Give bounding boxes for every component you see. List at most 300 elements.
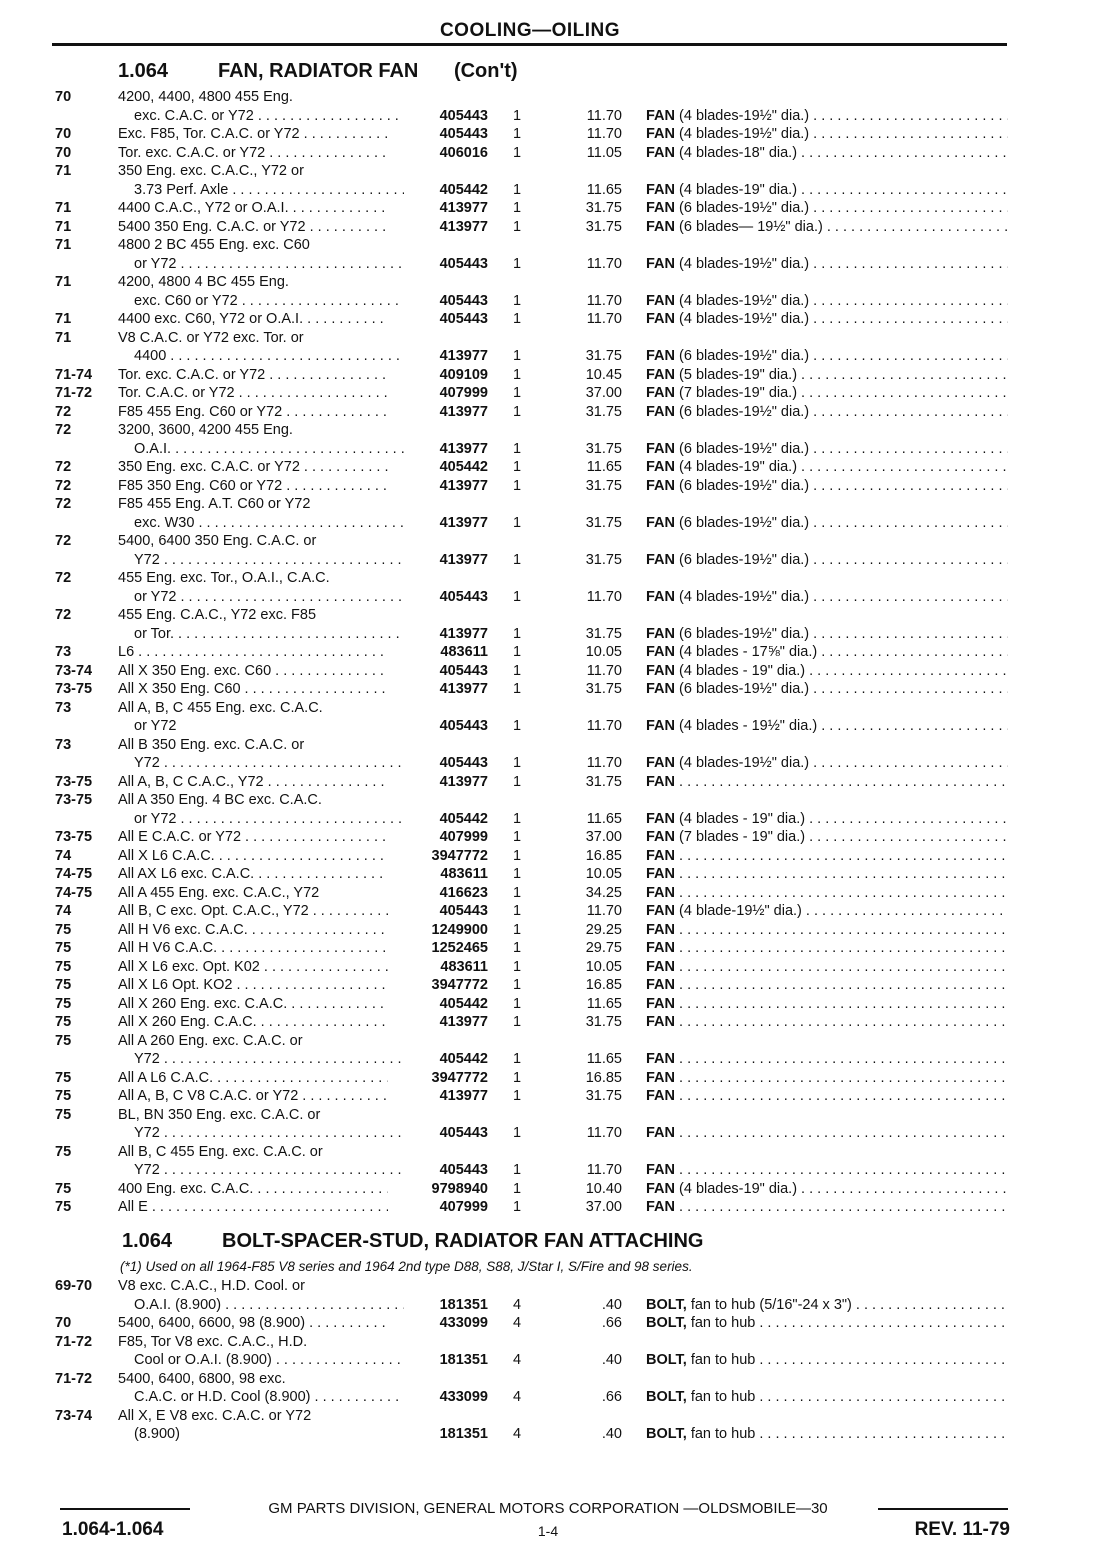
part-name-cell (646, 1124, 1008, 1143)
quantity: 1 (512, 181, 522, 198)
part-name-cell (646, 1296, 1008, 1315)
price: 31.75 (585, 1088, 622, 1104)
application-description: V8 exc. C.A.C., H.D. Cool. or (118, 1278, 305, 1294)
part-name-cell (646, 551, 1008, 570)
quantity: 1 (512, 200, 522, 216)
application-description: Tor. C.A.C. or Y72 . . . (118, 384, 388, 403)
table-row (0, 1351, 1096, 1370)
part-number: 405443 (439, 292, 488, 309)
table-row (0, 292, 1096, 311)
part-detail: (4 blades-19" dia.) . . . (679, 182, 1008, 198)
application-description: Y72 . . . (134, 551, 404, 570)
application-description: or Y72 (134, 718, 177, 734)
part-name-cell (646, 810, 1008, 829)
part-name: FAN (646, 940, 675, 956)
table-row (0, 921, 1096, 940)
model-year: 69-70 (55, 1278, 93, 1294)
application-description: All B, C exc. Opt. C.A.C., Y72 . . . (118, 902, 388, 921)
part-name: FAN (646, 1051, 675, 1067)
table-row (0, 884, 1096, 903)
table-row (0, 440, 1096, 459)
model-year: 71 (55, 200, 72, 216)
part-number: 433099 (439, 1315, 488, 1331)
part-number: 181351 (439, 1426, 488, 1442)
application-description: or Y72 . . . (134, 810, 404, 829)
table-row (0, 107, 1096, 126)
part-name-cell (646, 1351, 1008, 1370)
part-name-cell (646, 828, 1008, 847)
part-name-cell (646, 995, 1008, 1014)
model-year: 75 (55, 1106, 72, 1123)
model-year: 72 (55, 570, 72, 586)
application-description: L6 . . . (118, 643, 388, 662)
part-number: 405443 (439, 311, 488, 327)
application-description: Cool or O.A.I. (8.900) . . . (134, 1351, 404, 1370)
application-description: F85 350 Eng. C60 or Y72 . . . (118, 477, 388, 496)
quantity: 1 (512, 718, 522, 734)
price: 37.00 (585, 385, 622, 401)
model-year: 75 (55, 977, 72, 993)
application-description: 5400 350 Eng. C.A.C. or Y72 . . . (118, 218, 388, 237)
model-year: 71 (55, 163, 72, 179)
part-name: FAN (646, 662, 675, 679)
price: 29.75 (585, 940, 622, 956)
application-description: V8 C.A.C. or Y72 exc. Tor. or (118, 329, 304, 346)
application-description: Exc. F85, Tor. C.A.C. or Y72 . . . (118, 125, 388, 144)
table-row (0, 995, 1096, 1014)
part-detail (679, 1014, 1008, 1030)
price: 11.65 (586, 810, 622, 827)
quantity: 1 (512, 385, 522, 401)
price: 37.00 (585, 1199, 622, 1215)
table-row (0, 329, 1096, 348)
section-name: FAN, RADIATOR FAN (218, 60, 419, 82)
part-number: 413977 (439, 773, 488, 790)
price: 11.70 (586, 662, 622, 679)
part-name: FAN (646, 348, 675, 364)
part-name-cell (646, 310, 1008, 329)
footer-group-range: 1.064-1.064 (62, 1519, 164, 1540)
part-number: 483611 (440, 958, 488, 975)
quantity: 1 (512, 847, 522, 864)
model-year: 75 (55, 1180, 72, 1197)
part-detail: (7 blades - 19" dia.) . . . (679, 829, 1008, 845)
part-number: 413977 (439, 625, 488, 642)
part-number: 405442 (439, 181, 488, 198)
quantity: 1 (512, 921, 522, 938)
part-name-cell (646, 1087, 1008, 1106)
part-number: 405443 (439, 718, 488, 734)
price: 10.05 (585, 644, 622, 660)
part-detail: (4 blades-19½" dia.) . . . (679, 293, 1008, 309)
quantity: 1 (512, 311, 522, 327)
part-detail: (6 blades— 19½" dia.) . . . (679, 219, 1008, 235)
part-detail: (4 blades-19½" dia.) . . . (679, 256, 1008, 272)
part-detail: (4 blades - 19½" dia.) . . . (679, 718, 1008, 734)
part-name: FAN (646, 995, 675, 1012)
table-row (0, 421, 1096, 440)
model-year: 70 (55, 126, 72, 142)
quantity: 1 (512, 440, 522, 457)
table-row (0, 828, 1096, 847)
part-number: 405443 (439, 255, 488, 272)
part-name-cell (646, 921, 1008, 940)
part-name: FAN (646, 311, 675, 327)
part-number: 413977 (439, 551, 488, 568)
price: 31.75 (585, 514, 622, 531)
part-name: FAN (646, 773, 675, 790)
quantity: 1 (512, 459, 522, 475)
table-row (0, 588, 1096, 607)
model-year: 71 (55, 274, 72, 290)
model-year: 72 (55, 496, 72, 512)
application-description: exc. C60 or Y72 . . . (134, 292, 404, 311)
part-number: 416623 (439, 884, 488, 901)
part-number: 405443 (439, 1162, 488, 1178)
model-year: 75 (55, 995, 72, 1012)
part-name-cell (646, 440, 1008, 459)
price: 31.75 (585, 440, 622, 457)
part-detail: (4 blades-19½" dia.) . . . (679, 108, 1008, 124)
part-name: FAN (646, 958, 675, 975)
section-name: BOLT-SPACER-STUD, RADIATOR FAN ATTACHING (222, 1230, 704, 1252)
price: 11.70 (586, 903, 622, 919)
application-description: O.A.I. (8.900) . . . (134, 1296, 404, 1315)
part-name-cell (646, 366, 1008, 385)
price: 31.75 (585, 625, 622, 642)
table-row (0, 236, 1096, 255)
price: 31.75 (585, 681, 622, 697)
part-name: FAN (646, 1199, 675, 1215)
table-row (0, 1050, 1096, 1069)
table-row (0, 1013, 1096, 1032)
part-name: FAN (646, 644, 675, 660)
part-detail (679, 848, 1008, 864)
table-row (0, 1407, 1096, 1426)
part-detail: fan to hub . . . (691, 1352, 1008, 1368)
part-number: 405443 (439, 107, 488, 124)
price: 11.70 (586, 1125, 622, 1141)
footer-revision: REV. 11-79 (914, 1519, 1010, 1540)
model-year: 73-75 (55, 773, 93, 790)
part-name: FAN (646, 921, 675, 938)
part-name: FAN (646, 200, 675, 216)
part-number: 405443 (439, 126, 488, 142)
model-year: 73-75 (55, 792, 93, 808)
part-name-cell (646, 403, 1008, 422)
part-number: 413977 (439, 1088, 488, 1104)
part-name: FAN (646, 181, 675, 198)
price: 31.75 (585, 200, 622, 216)
price: 31.75 (585, 403, 622, 420)
table-row (0, 551, 1096, 570)
price: 11.70 (586, 718, 622, 734)
part-name-cell (646, 514, 1008, 533)
table-row (0, 495, 1096, 514)
application-description: 4400 exc. C60, Y72 or O.A.I. . . . (118, 310, 388, 329)
table-row (0, 810, 1096, 829)
part-detail: (4 blade-19½" dia.) . . . (679, 903, 1008, 919)
application-description: All X 350 Eng. C60 . . . (118, 680, 388, 699)
model-year: 72 (55, 533, 72, 549)
application-description: 4200, 4800 4 BC 455 Eng. (118, 274, 289, 290)
part-name-cell (646, 458, 1008, 477)
part-detail: (4 blades-19½" dia.) . . . (679, 311, 1008, 327)
model-year: 73-74 (55, 1407, 93, 1424)
part-number: 409109 (439, 366, 488, 383)
price: 16.85 (585, 977, 622, 993)
application-description: Y72 . . . (134, 1050, 404, 1069)
table-row (0, 1087, 1096, 1106)
table-row (0, 643, 1096, 662)
model-year: 71 (55, 329, 72, 346)
part-name: FAN (646, 385, 675, 401)
quantity: 1 (512, 755, 522, 771)
application-description: C.A.C. or H.D. Cool (8.900) . . . (134, 1388, 404, 1407)
quantity: 1 (512, 255, 522, 272)
model-year: 70 (55, 144, 72, 161)
application-description: exc. C.A.C. or Y72 . . . (134, 107, 404, 126)
model-year: 71-72 (55, 385, 93, 401)
model-year: 75 (55, 1199, 72, 1215)
part-detail: (4 blades - 19" dia.) . . . (679, 663, 1008, 679)
model-year: 73-75 (55, 681, 93, 697)
table-row (0, 1143, 1096, 1162)
part-name: FAN (646, 1125, 675, 1141)
application-description: 3.73 Perf. Axle . . . (134, 181, 404, 200)
part-name-cell (646, 477, 1008, 496)
application-description: F85 455 Eng. A.T. C60 or Y72 (118, 496, 311, 512)
quantity: 1 (512, 514, 522, 531)
part-name-cell (646, 255, 1008, 274)
table-row (0, 1425, 1096, 1444)
part-detail (679, 1199, 1008, 1215)
part-detail: fan to hub . . . (691, 1389, 1008, 1405)
price: 11.65 (586, 459, 622, 475)
application-description: All H V6 C.A.C. . . . (118, 939, 388, 958)
part-number: 405443 (439, 755, 488, 771)
model-year: 73 (55, 644, 72, 660)
price: 10.45 (585, 366, 622, 383)
part-name-cell (646, 680, 1008, 699)
part-name: FAN (646, 218, 675, 235)
part-detail (679, 977, 1008, 993)
part-number: 483611 (440, 866, 488, 882)
application-description: or Tor. . . . (134, 625, 404, 644)
quantity: 4 (512, 1315, 522, 1331)
table-row (0, 1296, 1096, 1315)
quantity: 1 (512, 144, 522, 161)
quantity: 1 (512, 1088, 522, 1104)
part-detail (679, 1088, 1008, 1104)
table-row (0, 310, 1096, 329)
quantity: 1 (512, 681, 522, 697)
part-detail (679, 940, 1008, 956)
application-description: 4800 2 BC 455 Eng. exc. C60 (118, 237, 310, 253)
price: 11.70 (586, 755, 622, 771)
part-detail (679, 959, 1008, 975)
price: 10.05 (585, 958, 622, 975)
quantity: 4 (512, 1389, 522, 1405)
footer-publisher: GM PARTS DIVISION, GENERAL MOTORS CORPORATION —OLDSMOBILE—30 (268, 1500, 828, 1517)
part-detail: (6 blades-19½" dia.) . . . (679, 200, 1008, 216)
quantity: 1 (512, 977, 522, 993)
table-row (0, 1388, 1096, 1407)
table-row (0, 144, 1096, 163)
model-year: 71-72 (55, 1370, 93, 1387)
quantity: 1 (512, 107, 522, 124)
price: .40 (601, 1426, 622, 1442)
part-name: FAN (646, 625, 675, 642)
model-year: 73 (55, 736, 72, 753)
quantity: 1 (512, 218, 522, 235)
part-number: 413977 (439, 514, 488, 531)
model-year: 75 (55, 1088, 72, 1104)
quantity: 1 (512, 1069, 522, 1086)
section-title-fan (118, 60, 518, 83)
part-name: FAN (646, 1162, 675, 1178)
part-number: 433099 (439, 1389, 488, 1405)
part-name-cell (646, 1314, 1008, 1333)
part-name: FAN (646, 866, 675, 882)
table-row (0, 1069, 1096, 1088)
part-detail: (6 blades-19½" dia.) . . . (679, 681, 1008, 697)
application-description: All X 350 Eng. exc. C60 . . . (118, 662, 388, 681)
part-name: FAN (646, 126, 675, 142)
table-row (0, 366, 1096, 385)
table-row (0, 606, 1096, 625)
part-detail: fan to hub (5/16"-24 x 3") . . . (691, 1297, 1008, 1313)
price: 31.75 (585, 218, 622, 235)
part-name-cell (646, 1161, 1008, 1180)
table-row (0, 865, 1096, 884)
part-detail (679, 885, 1008, 901)
part-name-cell (646, 292, 1008, 311)
quantity: 4 (512, 1296, 522, 1313)
part-name-cell (646, 199, 1008, 218)
section-number: 1.064 (122, 1230, 173, 1252)
part-name-cell (646, 384, 1008, 403)
quantity: 1 (512, 810, 522, 827)
model-year: 75 (55, 1032, 72, 1049)
model-year: 71 (55, 218, 72, 235)
part-number: 1252465 (431, 940, 488, 956)
application-description: BL, BN 350 Eng. exc. C.A.C. or (118, 1106, 321, 1123)
part-detail (679, 1125, 1008, 1141)
part-number: 413977 (439, 477, 488, 494)
part-name: FAN (646, 292, 675, 309)
quantity: 1 (512, 958, 522, 975)
quantity: 1 (512, 477, 522, 494)
model-year: 74-75 (55, 866, 93, 882)
table-row (0, 1161, 1096, 1180)
table-row (0, 199, 1096, 218)
part-number: 405442 (439, 459, 488, 475)
table-row (0, 532, 1096, 551)
table-row (0, 477, 1096, 496)
fan-parts-list (0, 88, 1096, 1217)
part-number: 3947772 (431, 847, 488, 864)
quantity: 4 (512, 1426, 522, 1442)
model-year: 71 (55, 311, 72, 327)
application-description: 455 Eng. C.A.C., Y72 exc. F85 (118, 607, 317, 623)
part-name: FAN (646, 588, 675, 605)
application-description: 5400, 6400, 6800, 98 exc. (118, 1370, 286, 1387)
part-name: FAN (646, 459, 675, 475)
application-description: All X L6 Opt. KO2 . . . (118, 976, 388, 995)
part-name: FAN (646, 255, 675, 272)
table-row (0, 699, 1096, 718)
quantity: 1 (512, 366, 522, 383)
part-number: 405443 (439, 662, 488, 679)
part-name: FAN (646, 366, 675, 383)
part-name: FAN (646, 477, 675, 494)
table-row (0, 625, 1096, 644)
table-row (0, 680, 1096, 699)
part-detail (679, 1162, 1008, 1178)
part-detail: (6 blades-19½" dia.) . . . (679, 552, 1008, 568)
part-number: 413977 (439, 1014, 488, 1030)
price: 16.85 (585, 847, 622, 864)
model-year: 74 (55, 847, 72, 864)
price: 11.65 (586, 1051, 622, 1067)
table-row (0, 773, 1096, 792)
model-year: 71-72 (55, 1333, 93, 1350)
part-number: 3947772 (431, 1069, 488, 1086)
application-description: 350 Eng. exc. C.A.C., Y72 or (118, 163, 304, 179)
part-number: 406016 (439, 144, 488, 161)
price: 11.70 (586, 311, 622, 327)
price: 31.75 (585, 1014, 622, 1030)
application-description: All A 455 Eng. exc. C.A.C., Y72 (118, 884, 320, 901)
part-name-cell (646, 902, 1008, 921)
quantity: 1 (512, 866, 522, 882)
model-year: 72 (55, 459, 72, 475)
part-name: FAN (646, 403, 675, 420)
part-name-cell (646, 144, 1008, 163)
part-detail: (4 blades-19½" dia.) . . . (679, 589, 1008, 605)
quantity: 1 (512, 588, 522, 605)
application-description: All X L6 C.A.C. . . . (118, 847, 388, 866)
part-number: 1249900 (431, 921, 488, 938)
part-name: FAN (646, 514, 675, 531)
application-description: All B, C 455 Eng. exc. C.A.C. or (118, 1143, 323, 1160)
part-detail (679, 1051, 1008, 1067)
section-suffix: (Con't) (453, 60, 518, 82)
part-name-cell (646, 1198, 1008, 1217)
table-row (0, 736, 1096, 755)
table-row (0, 255, 1096, 274)
part-number: 407999 (439, 829, 488, 845)
table-row (0, 902, 1096, 921)
application-description: or Y72 . . . (134, 255, 404, 274)
model-year: 71-74 (55, 366, 93, 383)
quantity: 1 (512, 1014, 522, 1030)
model-year: 73-75 (55, 829, 93, 845)
quantity: 1 (512, 126, 522, 142)
table-row (0, 1106, 1096, 1125)
part-detail: (5 blades-19" dia.) . . . (679, 367, 1008, 383)
part-detail (679, 1070, 1008, 1086)
part-number: 413977 (439, 348, 488, 364)
part-number: 3947772 (431, 977, 488, 993)
application-description: All X 260 Eng. exc. C.A.C. . . . (118, 995, 388, 1014)
table-row (0, 754, 1096, 773)
quantity: 1 (512, 348, 522, 364)
application-description: All A 260 Eng. exc. C.A.C. or (118, 1032, 303, 1049)
price: 31.75 (585, 551, 622, 568)
application-description: Y72 . . . (134, 1124, 404, 1143)
